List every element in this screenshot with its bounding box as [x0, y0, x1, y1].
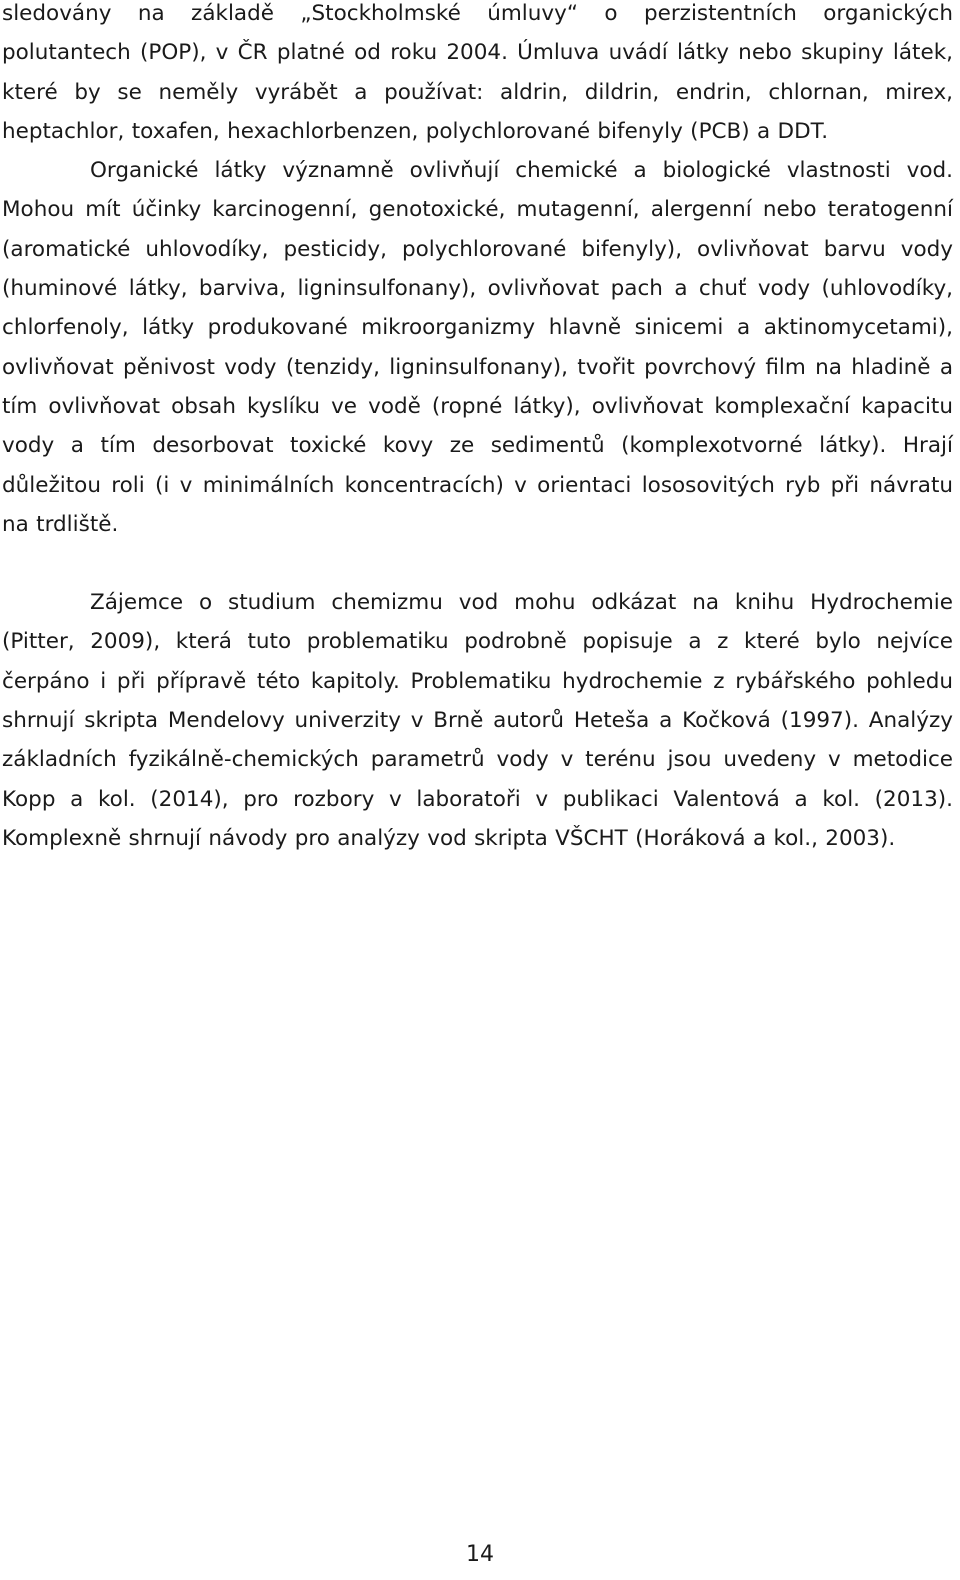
paragraph-stockholm-convention: sledovány na základě „Stockholmské úmluvy“ o perzistentních organických polutantech (POP), v ČR platné od roku 2004. Úmluva uvádí látky nebo skupiny látek, které by se neměly vyrábět a používat: aldrin, dildrin, endrin, chlornan, mirex, heptachlor, toxafen, hexachlorbenzen, polychlorované bifenyly (PCB) a DDT.: [2, 1, 953, 144]
paragraph-recommended-literature: Zájemce o studium chemizmu vod mohu odkázat na knihu Hydrochemie (Pitter, 2009), která tuto problematiku podrobně popisuje a z které bylo nejvíce čerpáno i při přípravě této kapitoly. Problematiku hydrochemie z rybářského pohledu shrnují skripta Mendelovy univerzity v Brně autorů Heteša a Kočková (1997). Analýzy základních fyzikálně-chemických parametrů vody v terénu jsou uvedeny v metodice Kopp a kol. (2014), pro rozbory v laboratoři v publikaci Valentová a kol. (2013). Komplexně shrnují návody pro analýzy vod skripta VŠCHT (Horáková a kol., 2003).: [2, 590, 953, 851]
paragraph-organic-substances: Organické látky významně ovlivňují chemické a biologické vlastnosti vod. Mohou mít účinky karcinogenní, genotoxické, mutagenní, alergenní nebo teratogenní (aromatické uhlovodíky, pesticidy, polychlorované bifenyly), ovlivňovat barvu vody (huminové látky, barviva, ligninsulfonany), ovlivňovat pach a chuť vody (uhlovodíky, chlorfenoly, látky produkované mikroorganizmy hlavně sinicemi a aktinomycetami), ovlivňovat pěnivost vody (tenzidy, ligninsulfonany), tvořit povrchový film na hladině a tím ovlivňovat obsah kyslíku ve vodě (ropné látky), ovlivňovat komplexační kapacitu vody a tím desorbovat toxické kovy ze sedimentů (komplexotvorné látky). Hrají důležitou roli (i v minimálních koncentracích) v orientaci lososovitých ryb při návratu na trdliště.: [2, 158, 953, 537]
paragraph-spacer: [2, 544, 953, 583]
page-number: 14: [466, 1542, 494, 1567]
page-content: [2, 0, 953, 858]
